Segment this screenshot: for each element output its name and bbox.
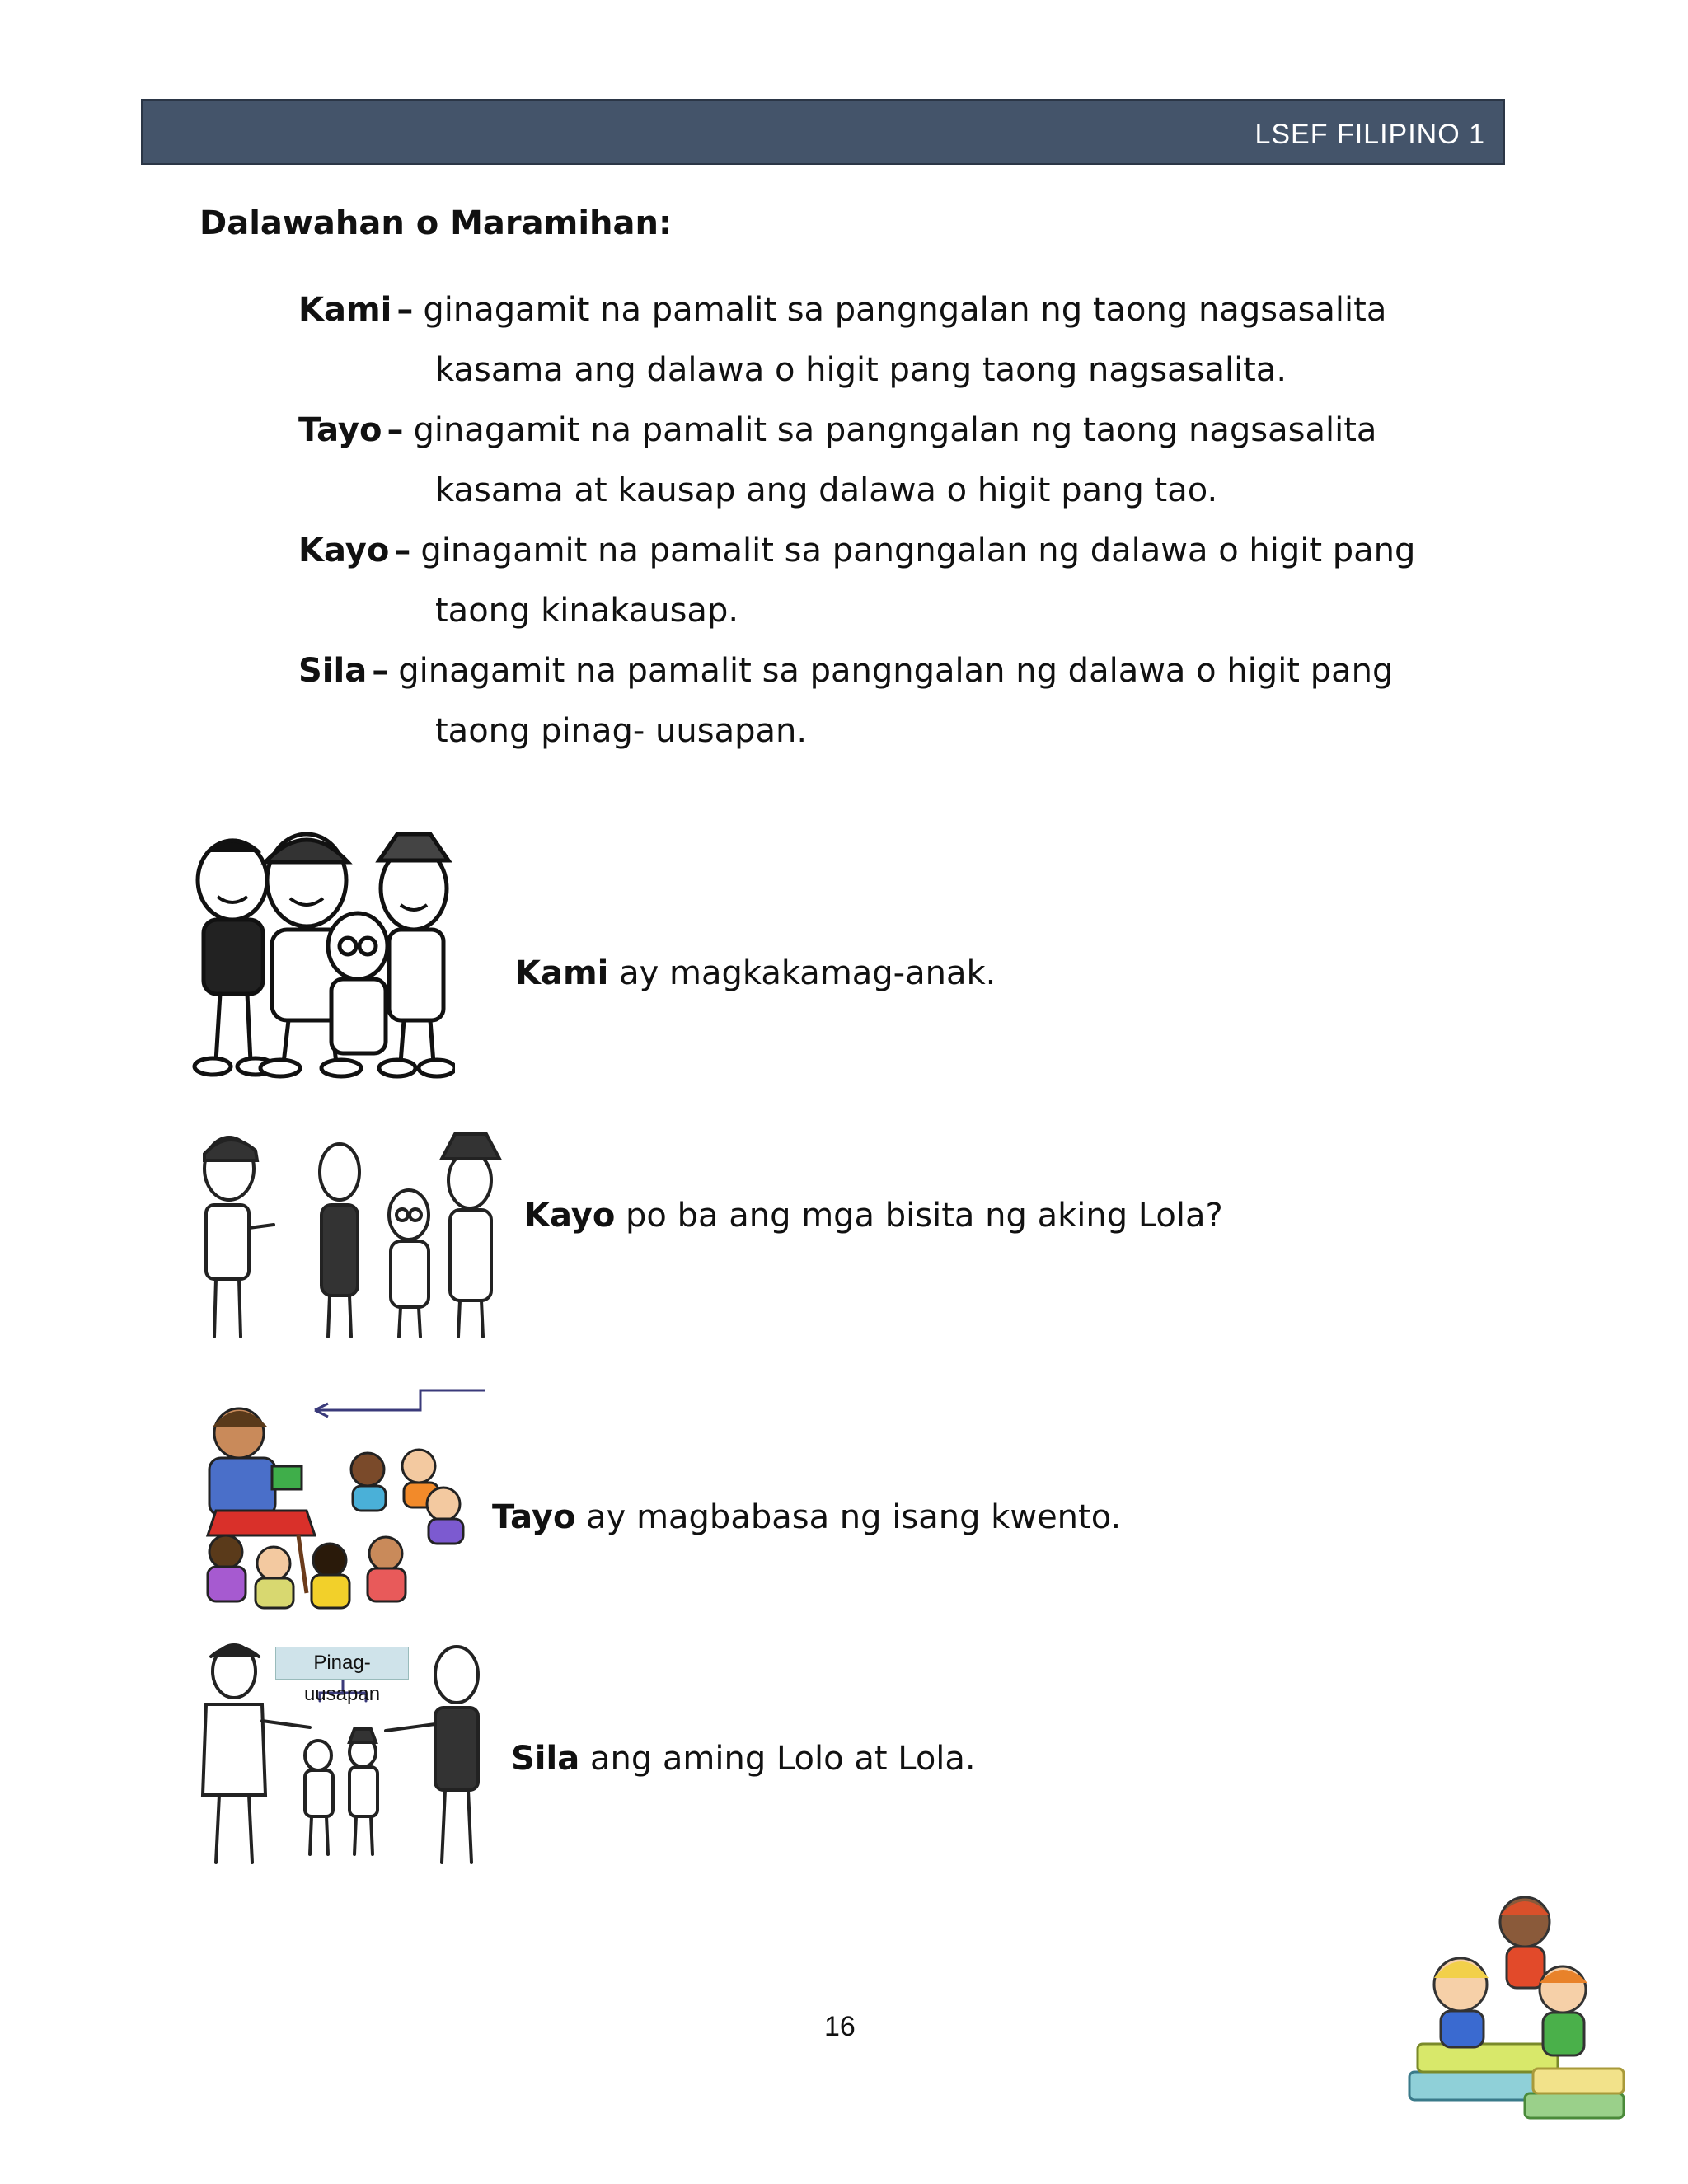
definition-text-continued: taong pinag- uusapan. [435,712,808,750]
greeting-guests-illustration [198,1129,507,1347]
example-text: po ba ang mga bisita ng aking Lola? [615,1197,1223,1235]
definition-dash: – [372,652,389,690]
definition-tayo [298,401,1376,521]
section-heading: Dalawahan o Maramihan: [199,204,672,242]
definition-text-continued: kasama ang dalawa o higit pang taong nagsasalita. [435,351,1287,389]
example-term: Kami [515,954,609,992]
definition-text: ginagamit na pamalit sa pangngalan ng taong nagsasalita [423,291,1387,329]
definition-kami [298,280,1386,401]
definition-dash: – [394,532,411,569]
grandparents-illustration [196,1638,493,1877]
example-sentence-kayo [524,1197,1223,1235]
example-term: Tayo [492,1498,576,1536]
example-term: Kayo [524,1197,616,1235]
definition-dash: – [396,291,414,329]
children-on-books-illustration [1401,1887,1632,2135]
example-sentence-kami [515,954,996,992]
example-sentence-sila [511,1740,976,1778]
definition-dash: – [387,411,404,449]
definition-text-continued: taong kinakausap. [435,592,739,630]
definition-text: ginagamit na pamalit sa pangngalan ng taong nagsasalita [413,411,1377,449]
storytelling-illustration [191,1387,488,1614]
definition-sila [298,641,1393,762]
example-text: ay magkakamag-anak. [608,954,996,992]
definition-text-continued: kasama at kausap ang dalawa o higit pang tao. [435,471,1218,509]
definition-text: ginagamit na pamalit sa pangngalan ng dalawa o higit pang [398,652,1394,690]
definition-term: Tayo [298,411,382,449]
family-group-illustration [183,823,455,1080]
pinag-uusapan-label: Pinag-uusapan [303,1652,381,1705]
example-text: ang aming Lolo at Lola. [579,1740,976,1778]
definition-term: Sila [298,652,368,690]
pinag-uusapan-label-box [275,1647,409,1705]
definition-kayo [298,521,1415,641]
definition-term: Kami [298,291,392,329]
header-bar [141,99,1505,165]
example-text: ay magbabasa ng isang kwento. [575,1498,1122,1536]
document-title: LSEF FILIPINO 1 [1254,119,1485,150]
page-number: 16 [824,2011,856,2042]
example-sentence-tayo [492,1498,1121,1536]
definition-text: ginagamit na pamalit sa pangngalan ng dalawa o higit pang [420,532,1416,569]
definition-term: Kayo [298,532,390,569]
example-term: Sila [511,1740,580,1778]
